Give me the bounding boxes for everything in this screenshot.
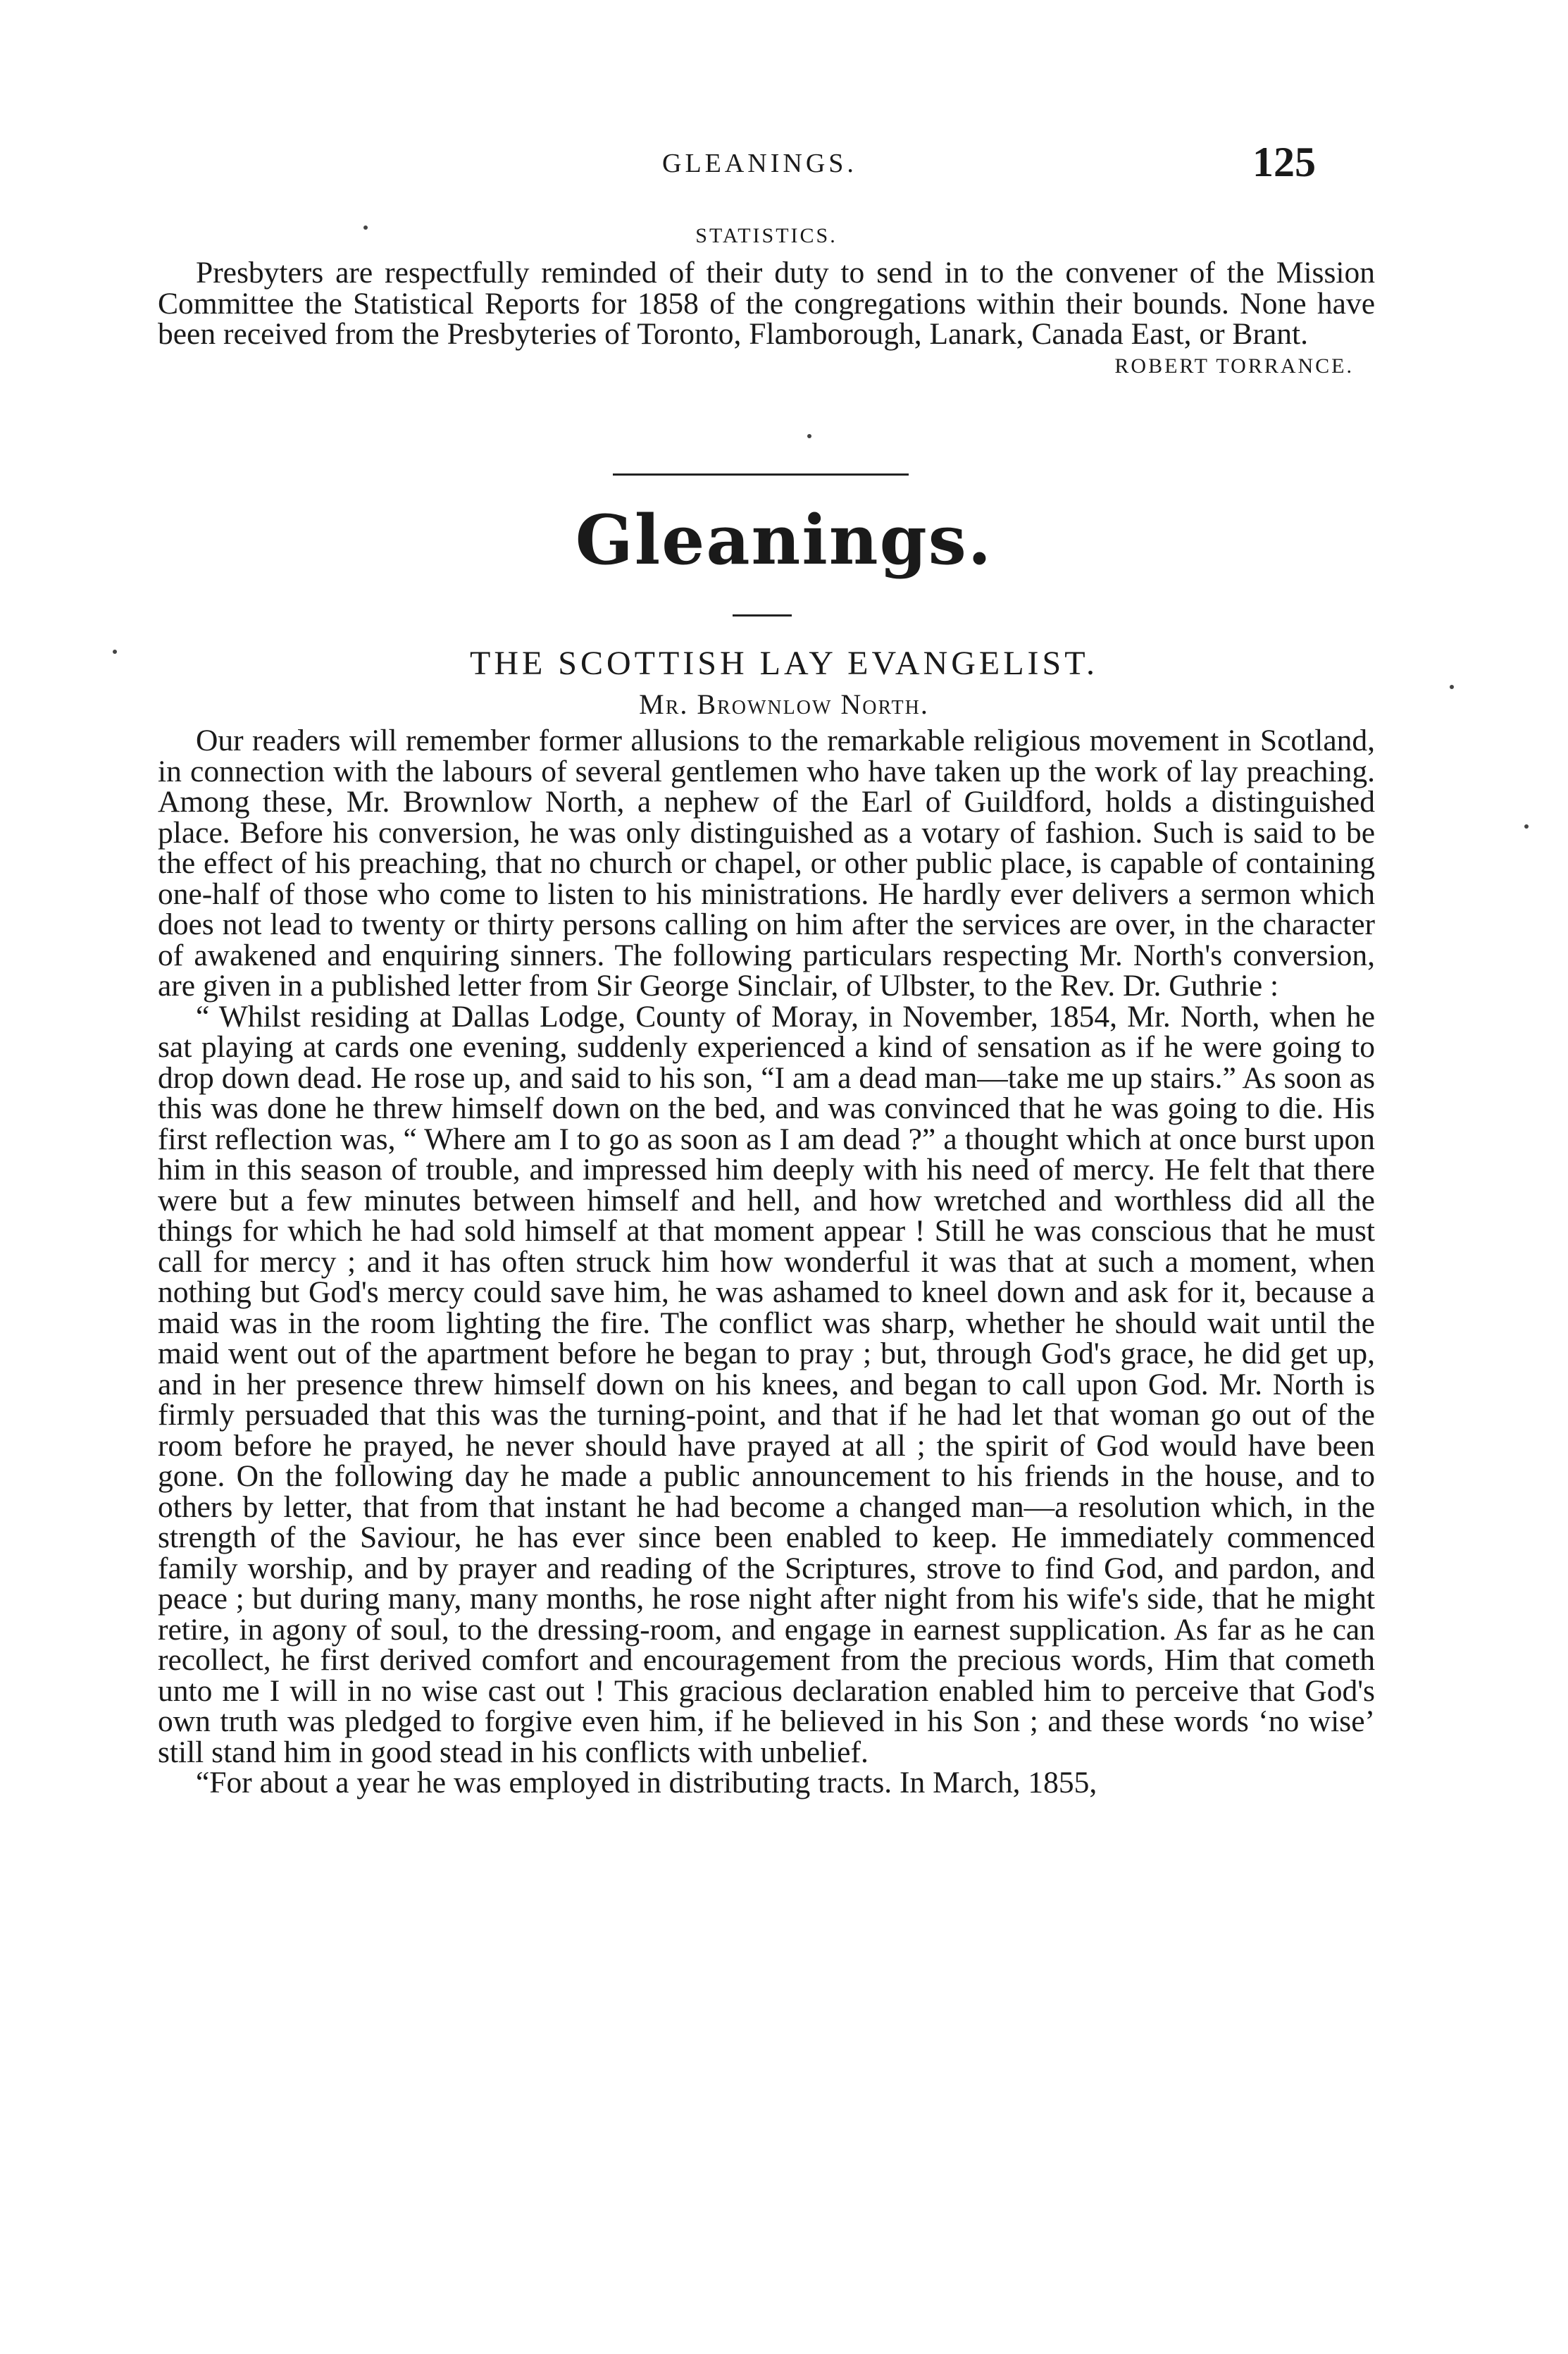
- title-divider-rule: [733, 614, 792, 617]
- statistics-signature: ROBERT TORRANCE.: [1114, 354, 1354, 378]
- section-title: Gleanings.: [575, 500, 993, 580]
- running-head: [0, 138, 1568, 187]
- statistics-heading: STATISTICS.: [695, 224, 838, 247]
- article-paragraph-quote: “ Whilst residing at Dallas Lodge, County of Moray, in November, 1854, Mr. North, when he sat playing at cards one evening, suddenly experienced a kind of sensation as if he were going to drop down dead. He rose up, and said to his son, “I am a dead man—take me up stairs.” As soon as this was done he threw himself down on the bed, and was convinced that he was going to die. His first reflection was, “ Where am I to go as soon as I am dead ?” a thought which at once burst upon him in this season of trouble, and impressed him deeply with his need of mercy. He felt that there were but a few minutes between himself and hell, and how wretched and worthless did all the things for which he had sold himself at that moment appear ! Still he was conscious that he must call for mercy ; and it has often struck him how wonderful it was that at such a moment, when nothing but God's mercy could save him, he was ashamed to kneel down and ask for it, because a maid was in the room lighting the fire. The conflict was sharp, whether he should wait until the maid went out of the apartment before he began to pray ; but, through God's grace, he did get up, and in her presence threw himself down on his knees, and began to call upon God. Mr. North is firmly persuaded that this was the turning-point, and that if he had let that woman go out of the room before he prayed, he never should have prayed at all ; the spirit of God would have been gone. On the following day he made a public announcement to his friends in the house, and to others by letter, that from that instant he had become a changed man—a resolution which, in the strength of the Saviour, he has ever since been enabled to keep. He immediately commenced family worship, and by prayer and reading of the Scriptures, strove to find God, and pardon, and peace ; but during many, many months, he rose night after night from his wife's side, that he might retire, in agony of soul, to the dressing-room, and engage in earnest supplication. As far as he can recollect, he first derived comfort and encouragement from the precious words, Him that cometh unto me I will in no wise cast out ! This gracious declaration enabled him to perceive that God's own truth was pledged to forgive even him, if he believed in his Son ; and these words ‘no wise’ still stand him in good stead in his conflicts with unbelief.: [158, 999, 1375, 1769]
- article-paragraph-continued: “For about a year he was employed in distributing tracts. In March, 1855,: [196, 1766, 1097, 1799]
- article-byline: Mr. Brownlow North.: [639, 688, 929, 720]
- article-title: THE SCOTTISH LAY EVANGELIST.: [470, 645, 1098, 682]
- print-speck: [1524, 824, 1529, 829]
- statistics-text: Presbyters are respectfully reminded of their duty to send in to the convener of the Mission Committee the Statistical Reports for 1858 of the congregations within their bounds. None have been received from the Presbyteries of Toronto, Flamborough, Lanark, Canada East, or Brant.: [158, 256, 1375, 351]
- print-speck: [1450, 685, 1454, 689]
- statistics-notice: [158, 224, 1375, 378]
- section-divider-rule: [613, 473, 909, 476]
- running-title: GLEANINGS.: [662, 149, 857, 178]
- article-paragraph-intro: Our readers will remember former allusions to the remarkable religious movement in Scotland, in connection with the labours of several gentlemen who have taken up the work of lay preaching. Among these, Mr. Brownlow North, a nephew of the Earl of Guildford, holds a distinguished place. Before his conversion, he was only distinguished as a votary of fashion. Such is said to be the effect of his preaching, that no church or chapel, or other public place, is capable of containing one-half of those who come to listen to his ministrations. He hardly ever delivers a sermon which does not lead to twenty or thirty persons calling on him after the services are over, in the character of awakened and enquiring sinners. The following particulars respecting Mr. North's conversion, are given in a published letter from Sir George Sinclair, of Ulbster, to the Rev. Dr. Guthrie :: [158, 724, 1375, 1003]
- print-speck: [807, 434, 811, 438]
- print-speck: [363, 225, 368, 230]
- print-speck: [113, 650, 117, 654]
- page-number: 125: [1252, 139, 1316, 185]
- article-body: [158, 726, 1375, 1799]
